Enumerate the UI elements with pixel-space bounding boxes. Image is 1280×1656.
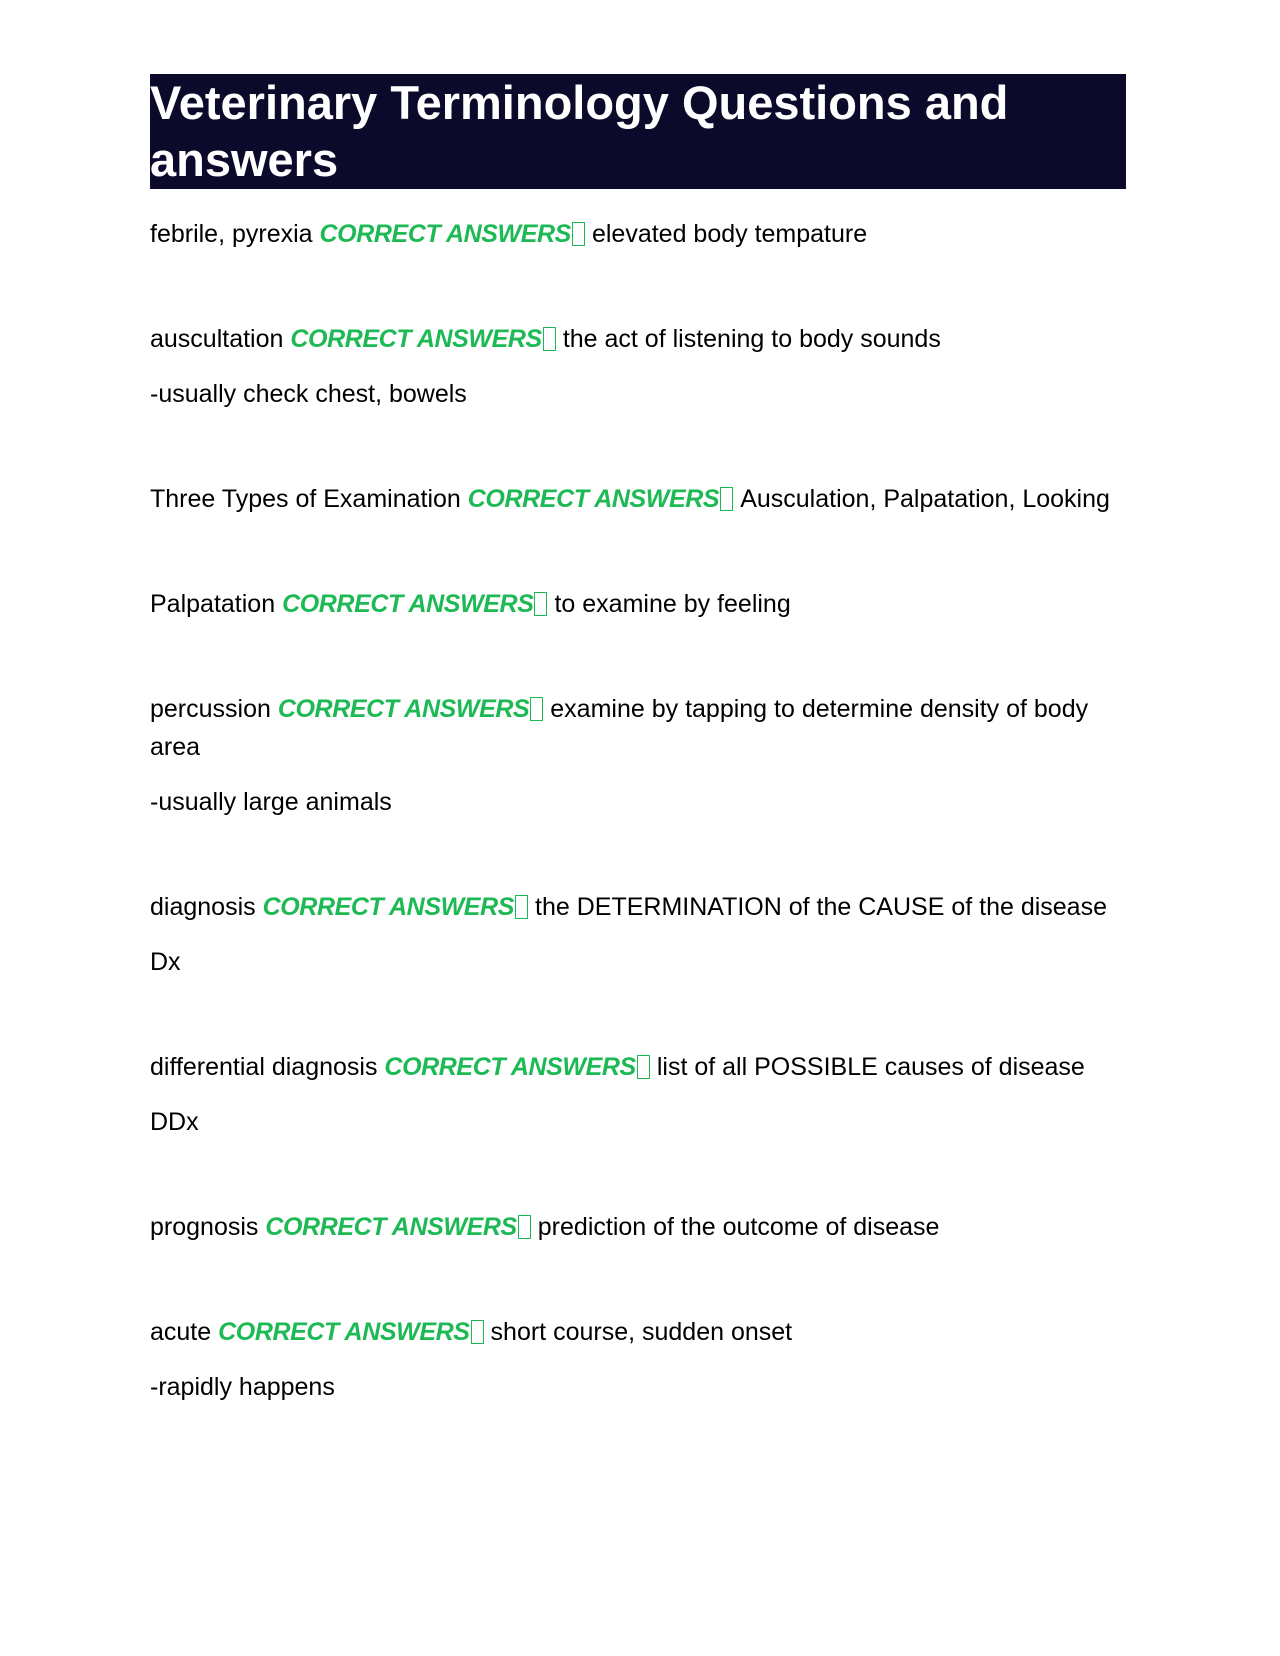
qa-line: [150, 480, 1126, 518]
qa-line: [150, 320, 1126, 358]
correct-answers-marker: CORRECT ANSWERS: [467, 485, 720, 513]
qa-entry: [150, 585, 1126, 623]
answer-text: list of all POSSIBLE causes of disease: [656, 1053, 1085, 1081]
answer-note: -rapidly happens: [150, 1373, 335, 1401]
correct-answers-marker: CORRECT ANSWERS: [290, 325, 542, 353]
correct-answers-marker: CORRECT ANSWERS: [277, 695, 530, 723]
answer-note: -usually check chest, bowels: [150, 380, 467, 408]
qa-line: [150, 690, 1126, 766]
answer-text: examine by tapping to determine density of body area: [150, 695, 1089, 761]
qa-entry: [150, 215, 1126, 253]
missing-glyph-icon: [637, 1055, 650, 1079]
missing-glyph-icon: [471, 1320, 484, 1344]
question-term: Palpatation: [150, 590, 276, 618]
qa-line: [150, 1048, 1126, 1086]
qa-entry: [150, 888, 1126, 981]
question-term: percussion: [150, 695, 271, 723]
qa-line: [150, 215, 1126, 253]
correct-answers-marker: CORRECT ANSWERS: [384, 1053, 636, 1081]
correct-answers-marker: CORRECT ANSWERS: [319, 220, 571, 248]
answer-text: short course, sudden onset: [490, 1318, 793, 1346]
answer-text: the act of listening to body sounds: [562, 325, 941, 353]
qa-entry: [150, 1208, 1126, 1246]
qa-line: [150, 1313, 1126, 1351]
document-title: Veterinary Terminology Questions and answers: [150, 74, 1126, 189]
answer-note: DDx: [150, 1108, 199, 1136]
missing-glyph-icon: [518, 1215, 531, 1239]
qa-entry: [150, 1048, 1126, 1141]
answer-text: the DETERMINATION of the CAUSE of the disease: [535, 893, 1107, 921]
question-term: Three Types of Examination: [150, 485, 461, 513]
qa-line: [150, 888, 1126, 926]
qa-entry: [150, 1313, 1126, 1406]
qa-list: [150, 215, 1126, 1406]
missing-glyph-icon: [530, 697, 543, 721]
correct-answers-marker: CORRECT ANSWERS: [218, 1318, 470, 1346]
question-term: acute: [150, 1318, 212, 1346]
question-term: diagnosis: [150, 893, 256, 921]
document-page: [150, 74, 1126, 1473]
correct-answers-marker: CORRECT ANSWERS: [282, 590, 534, 618]
question-term: differential diagnosis: [150, 1053, 378, 1081]
missing-glyph-icon: [543, 327, 556, 351]
answer-text: Ausculation, Palpatation, Looking: [740, 485, 1110, 513]
correct-answers-marker: CORRECT ANSWERS: [262, 893, 515, 921]
qa-entry: [150, 320, 1126, 413]
question-term: auscultation: [150, 325, 284, 353]
answer-text: elevated body tempature: [591, 220, 868, 248]
question-term: febrile, pyrexia: [150, 220, 313, 248]
correct-answers-marker: CORRECT ANSWERS: [265, 1213, 517, 1241]
qa-entry: [150, 480, 1126, 518]
answer-text: to examine by feeling: [554, 590, 791, 618]
answer-text: prediction of the outcome of disease: [537, 1213, 940, 1241]
qa-line: [150, 585, 1126, 623]
missing-glyph-icon: [534, 592, 547, 616]
qa-entry: [150, 690, 1126, 821]
missing-glyph-icon: [720, 487, 733, 511]
missing-glyph-icon: [515, 895, 528, 919]
answer-note: Dx: [150, 948, 181, 976]
question-term: prognosis: [150, 1213, 259, 1241]
missing-glyph-icon: [572, 222, 585, 246]
answer-note: -usually large animals: [150, 788, 392, 816]
qa-line: [150, 1208, 1126, 1246]
